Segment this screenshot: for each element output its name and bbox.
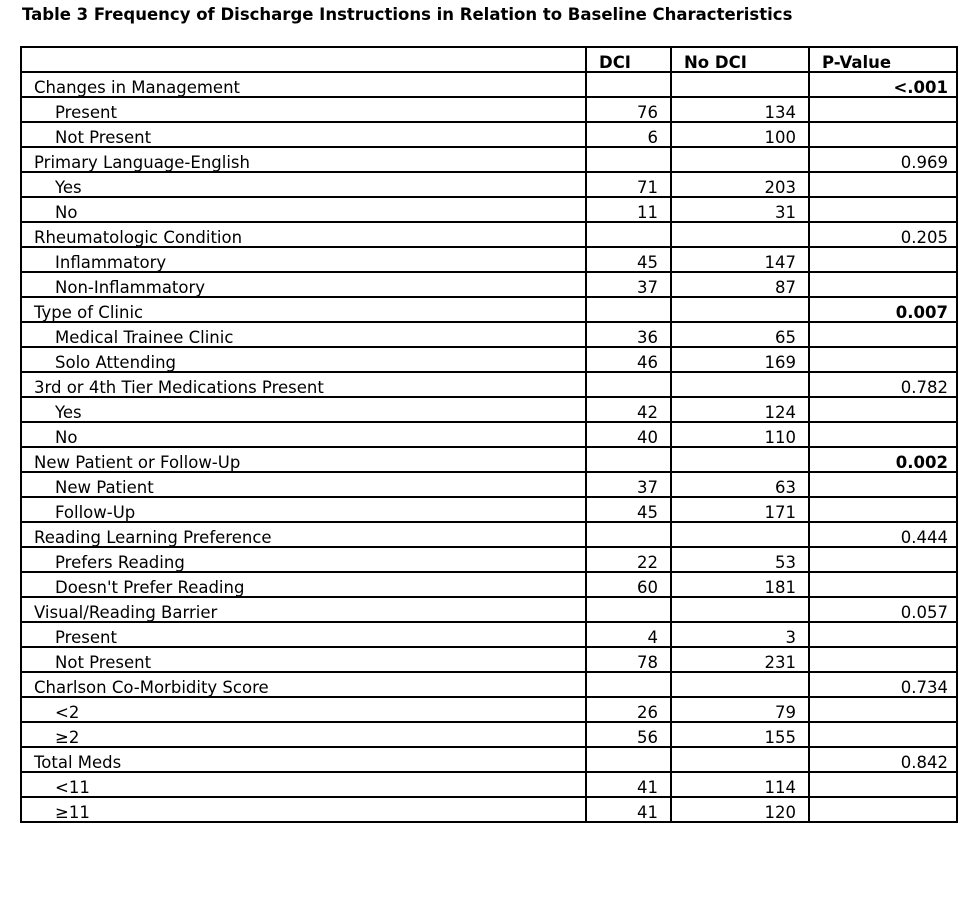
p-value: 0.057 xyxy=(809,597,957,622)
dci-count xyxy=(586,522,671,547)
dci-count xyxy=(586,372,671,397)
table-row xyxy=(21,397,957,422)
table-group-row xyxy=(21,447,957,472)
dci-count: 60 xyxy=(586,572,671,597)
table-row xyxy=(21,472,957,497)
dci-count: 11 xyxy=(586,197,671,222)
table-group-row xyxy=(21,222,957,247)
p-value: 0.444 xyxy=(809,522,957,547)
row-label: Solo Attending xyxy=(21,347,586,372)
p-value xyxy=(809,397,957,422)
row-label: Not Present xyxy=(21,647,586,672)
p-value xyxy=(809,122,957,147)
p-value xyxy=(809,272,957,297)
no-dci-count: 169 xyxy=(671,347,809,372)
dci-count xyxy=(586,447,671,472)
dci-count: 78 xyxy=(586,647,671,672)
p-value: 0.002 xyxy=(809,447,957,472)
dci-count: 37 xyxy=(586,272,671,297)
no-dci-count: 100 xyxy=(671,122,809,147)
dci-count xyxy=(586,297,671,322)
table-row xyxy=(21,422,957,447)
table-row xyxy=(21,272,957,297)
no-dci-count xyxy=(671,297,809,322)
table-title: Table 3 Frequency of Discharge Instructions in Relation to Baseline Characteristics xyxy=(22,5,793,24)
dci-count: 46 xyxy=(586,347,671,372)
row-label: Visual/Reading Barrier xyxy=(21,597,586,622)
dci-count xyxy=(586,147,671,172)
table-row xyxy=(21,647,957,672)
dci-count: 41 xyxy=(586,797,671,822)
row-label: Doesn't Prefer Reading xyxy=(21,572,586,597)
table-group-row xyxy=(21,297,957,322)
p-value: 0.734 xyxy=(809,672,957,697)
dci-count xyxy=(586,72,671,97)
row-label: Present xyxy=(21,97,586,122)
table-group-row xyxy=(21,522,957,547)
header-row xyxy=(21,47,957,72)
row-label: No xyxy=(21,422,586,447)
header-characteristic xyxy=(21,47,586,72)
dci-count: 41 xyxy=(586,772,671,797)
no-dci-count: 110 xyxy=(671,422,809,447)
dci-count xyxy=(586,597,671,622)
table-row xyxy=(21,97,957,122)
row-label: Changes in Management xyxy=(21,72,586,97)
p-value xyxy=(809,722,957,747)
dci-count: 76 xyxy=(586,97,671,122)
table-row xyxy=(21,697,957,722)
dci-count: 56 xyxy=(586,722,671,747)
no-dci-count: 134 xyxy=(671,97,809,122)
row-label: Yes xyxy=(21,397,586,422)
row-label: No xyxy=(21,197,586,222)
no-dci-count xyxy=(671,147,809,172)
table-group-row xyxy=(21,597,957,622)
row-label: New Patient xyxy=(21,472,586,497)
p-value xyxy=(809,497,957,522)
row-label: 3rd or 4th Tier Medications Present xyxy=(21,372,586,397)
header-no-dci: No DCI xyxy=(671,47,809,72)
row-label: New Patient or Follow-Up xyxy=(21,447,586,472)
no-dci-count: 155 xyxy=(671,722,809,747)
no-dci-count: 53 xyxy=(671,547,809,572)
no-dci-count: 124 xyxy=(671,397,809,422)
row-label: Yes xyxy=(21,172,586,197)
no-dci-count xyxy=(671,372,809,397)
row-label: ≥2 xyxy=(21,722,586,747)
row-label: Prefers Reading xyxy=(21,547,586,572)
p-value xyxy=(809,472,957,497)
dci-count: 45 xyxy=(586,247,671,272)
p-value xyxy=(809,547,957,572)
p-value xyxy=(809,197,957,222)
row-label: Not Present xyxy=(21,122,586,147)
table-row xyxy=(21,172,957,197)
table-row xyxy=(21,497,957,522)
p-value xyxy=(809,422,957,447)
p-value xyxy=(809,97,957,122)
no-dci-count: 65 xyxy=(671,322,809,347)
row-label: Present xyxy=(21,622,586,647)
no-dci-count xyxy=(671,72,809,97)
no-dci-count xyxy=(671,672,809,697)
p-value xyxy=(809,347,957,372)
no-dci-count: 3 xyxy=(671,622,809,647)
frequency-table xyxy=(20,46,958,823)
p-value xyxy=(809,647,957,672)
no-dci-count: 114 xyxy=(671,772,809,797)
no-dci-count: 63 xyxy=(671,472,809,497)
table-row xyxy=(21,772,957,797)
dci-count xyxy=(586,747,671,772)
table-row xyxy=(21,797,957,822)
table-row xyxy=(21,722,957,747)
dci-count: 71 xyxy=(586,172,671,197)
p-value xyxy=(809,697,957,722)
row-label: Inflammatory xyxy=(21,247,586,272)
table-row xyxy=(21,322,957,347)
table-row xyxy=(21,247,957,272)
p-value xyxy=(809,622,957,647)
p-value xyxy=(809,572,957,597)
row-label: Reading Learning Preference xyxy=(21,522,586,547)
dci-count xyxy=(586,222,671,247)
no-dci-count: 87 xyxy=(671,272,809,297)
no-dci-count xyxy=(671,747,809,772)
no-dci-count: 171 xyxy=(671,497,809,522)
no-dci-count: 120 xyxy=(671,797,809,822)
no-dci-count: 147 xyxy=(671,247,809,272)
no-dci-count xyxy=(671,447,809,472)
dci-count: 45 xyxy=(586,497,671,522)
dci-count: 42 xyxy=(586,397,671,422)
row-label: Non-Inflammatory xyxy=(21,272,586,297)
row-label: Charlson Co-Morbidity Score xyxy=(21,672,586,697)
row-label: Primary Language-English xyxy=(21,147,586,172)
no-dci-count: 79 xyxy=(671,697,809,722)
dci-count: 26 xyxy=(586,697,671,722)
no-dci-count: 231 xyxy=(671,647,809,672)
p-value xyxy=(809,172,957,197)
p-value xyxy=(809,797,957,822)
row-label: Medical Trainee Clinic xyxy=(21,322,586,347)
row-label: Follow-Up xyxy=(21,497,586,522)
row-label: <2 xyxy=(21,697,586,722)
dci-count: 4 xyxy=(586,622,671,647)
dci-count: 37 xyxy=(586,472,671,497)
row-label: <11 xyxy=(21,772,586,797)
p-value: 0.969 xyxy=(809,147,957,172)
dci-count: 36 xyxy=(586,322,671,347)
row-label: Total Meds xyxy=(21,747,586,772)
dci-count: 22 xyxy=(586,547,671,572)
p-value xyxy=(809,322,957,347)
no-dci-count: 31 xyxy=(671,197,809,222)
p-value xyxy=(809,247,957,272)
dci-count xyxy=(586,672,671,697)
dci-count: 6 xyxy=(586,122,671,147)
table-row xyxy=(21,197,957,222)
table-row xyxy=(21,547,957,572)
p-value: 0.782 xyxy=(809,372,957,397)
row-label: Rheumatologic Condition xyxy=(21,222,586,247)
table-row xyxy=(21,572,957,597)
table-row xyxy=(21,122,957,147)
no-dci-count: 203 xyxy=(671,172,809,197)
p-value: 0.842 xyxy=(809,747,957,772)
row-label: Type of Clinic xyxy=(21,297,586,322)
p-value xyxy=(809,772,957,797)
p-value: 0.205 xyxy=(809,222,957,247)
table-group-row xyxy=(21,147,957,172)
no-dci-count: 181 xyxy=(671,572,809,597)
table-row xyxy=(21,347,957,372)
header-dci: DCI xyxy=(586,47,671,72)
p-value: <.001 xyxy=(809,72,957,97)
row-label: ≥11 xyxy=(21,797,586,822)
no-dci-count xyxy=(671,522,809,547)
no-dci-count xyxy=(671,222,809,247)
p-value: 0.007 xyxy=(809,297,957,322)
table-row xyxy=(21,622,957,647)
table-group-row xyxy=(21,372,957,397)
table-group-row xyxy=(21,672,957,697)
table-group-row xyxy=(21,72,957,97)
table-group-row xyxy=(21,747,957,772)
header-p-value: P-Value xyxy=(809,47,957,72)
no-dci-count xyxy=(671,597,809,622)
dci-count: 40 xyxy=(586,422,671,447)
